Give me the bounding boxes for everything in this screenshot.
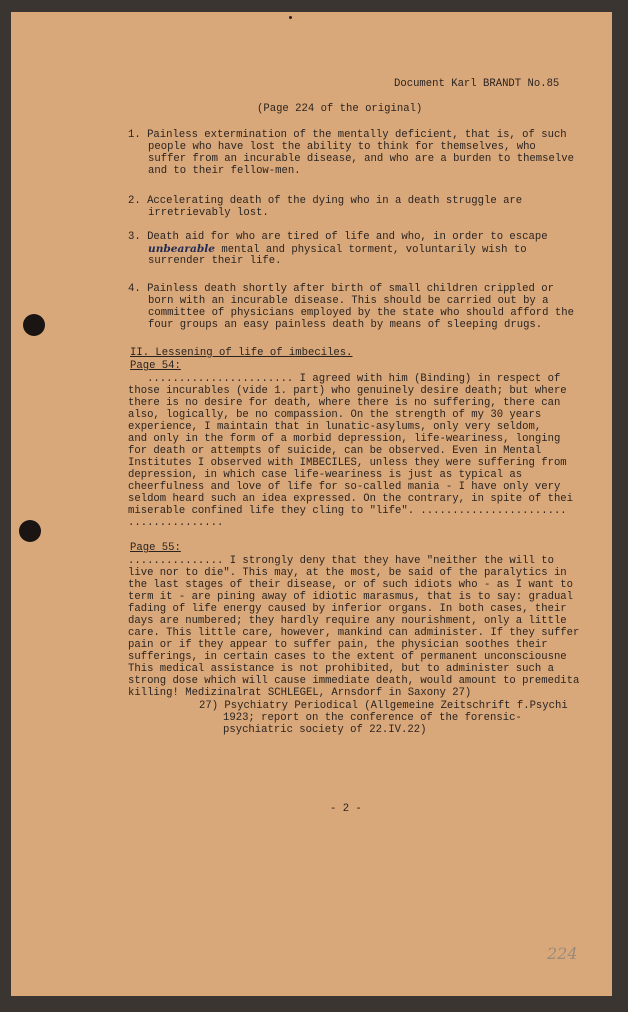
document-reference: Document Karl BRANDT No.85 [394, 78, 560, 90]
punch-hole-top [23, 314, 45, 336]
para-54-line-2: those incurables (vide 1. part) who genuinely desire death; but where [128, 385, 567, 397]
para-55-line-5: fading of life energy caused by inferior organs. In both cases, their [128, 603, 567, 615]
para-55-line-9: sufferings, in certain cases to the extent of permanent unconsciousne [128, 651, 567, 663]
list-item-3-line-1: 3. Death aid for who are tired of life and who, in order to escape [128, 231, 548, 243]
page-number: - 2 - [330, 803, 362, 815]
para-55-line-4: term it - are pining away of idiotic marasmus, that is to say: gradual [128, 591, 574, 603]
para-55-line-2: live nor to die". This may, at the most, be said of the paralytics in [128, 567, 567, 579]
para-55-line-6: days are numbered; they hardly require any nourishment, only a little [128, 615, 567, 627]
para-55-line-11: strong dose which will cause immediate death, would amount to premedita [128, 675, 580, 687]
para-54-line-9: depression, in which case life-weariness is just as typical as [128, 469, 523, 481]
list-item-4-line-3: committee of physicians employed by the state who should afford the [148, 307, 574, 319]
list-item-3-line-2: unbearable mental and physical torment, voluntarily wish to [148, 243, 527, 256]
para-54-line-4: also, logically, be no compassion. On the strength of my 30 years [128, 409, 542, 421]
list-item-4-line-2: born with an incurable disease. This should be carried out by a [148, 295, 549, 307]
footnote-line-3: psychiatric society of 22.IV.22) [223, 724, 427, 736]
list-item-1-line-3: suffer from an incurable disease, and who are a burden to themselve [148, 153, 574, 165]
para-55-line-12: killing! Medizinalrat SCHLEGEL, Arnsdorf in Saxony 27) [128, 687, 472, 699]
para-55-line-3: the last stages of their disease, or of such idiots who - as I want to [128, 579, 574, 591]
page-54-label: Page 54: [130, 360, 181, 372]
list-item-1-line-2: people who have lost the ability to think for themselves, who [148, 141, 536, 153]
pencil-folio-number: 224 [547, 944, 578, 963]
staple-mark [289, 16, 292, 19]
para-54-line-6: and only in the form of a morbid depression, life-weariness, longing [128, 433, 561, 445]
para-54-line-11: seldom heard such an idea expressed. On the contrary, in spite of thei [128, 493, 574, 505]
para-54-line-13: ............... [128, 517, 224, 529]
para-54-line-12: miserable confined life they cling to "life". ....................... [128, 505, 567, 517]
footnote-line-1: 27) Psychiatry Periodical (Allgemeine Zeitschrift f.Psychi [199, 700, 568, 712]
page-55-label: Page 55: [130, 542, 181, 554]
para-55-line-10: This medical assistance is not prohibited, but to administer such a [128, 663, 554, 675]
page-origin-note: (Page 224 of the original) [257, 103, 423, 115]
para-55-line-1: ............... I strongly deny that they have "neither the will to [128, 555, 554, 567]
footnote-line-2: 1923; report on the conference of the forensic- [223, 712, 522, 724]
para-54-line-1: ....................... I agreed with him (Binding) in respect of [128, 373, 561, 385]
list-item-4-line-4: four groups an easy painless death by means of sleeping drugs. [148, 319, 543, 331]
list-item-2-line-1: 2. Accelerating death of the dying who in a death struggle are [128, 195, 523, 207]
handwritten-correction: unbearable [148, 243, 216, 255]
list-item-1-line-4: and to their fellow-men. [148, 165, 301, 177]
section-heading: II. Lessening of life of imbeciles. [130, 347, 353, 359]
para-54-line-7: for death or attempts of suicide, can be observed. Even in Mental [128, 445, 542, 457]
document-page [11, 12, 612, 996]
para-54-line-8: Institutes I observed with IMBECILES, unless they were suffering from [128, 457, 567, 469]
list-item-4-line-1: 4. Painless death shortly after birth of small children crippled or [128, 283, 554, 295]
para-54-line-3: there is no desire for death, where there is no suffering, there can [128, 397, 561, 409]
para-55-line-7: care. This little care, however, mankind can administer. If they suffer [128, 627, 580, 639]
list-item-3-line-3: surrender their life. [148, 255, 282, 267]
para-55-line-8: pain or if they appear to suffer pain, the physician soothes their [128, 639, 548, 651]
punch-hole-bottom [19, 520, 41, 542]
para-54-line-10: cheerfulness and love of life for so-called mania - I have only very [128, 481, 561, 493]
list-item-2-line-2: irretrievably lost. [148, 207, 269, 219]
list-item-1-line-1: 1. Painless extermination of the mentally deficient, that is, of such [128, 129, 567, 141]
para-54-line-5: experience, I maintain that in lunatic-asylums, only very seldom, [128, 421, 542, 433]
